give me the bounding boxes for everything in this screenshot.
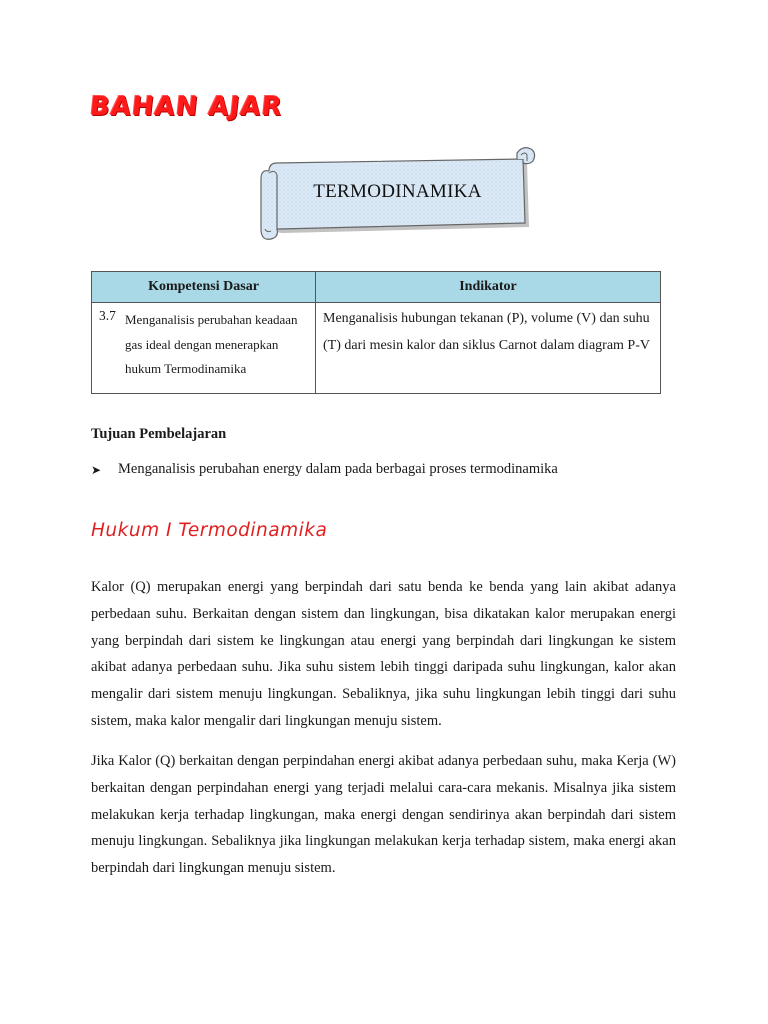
kompetensi-number: 3.7 bbox=[99, 308, 116, 323]
objective-text: Menganalisis perubahan energy dalam pada berbagai proses termodinamika bbox=[118, 461, 558, 477]
table-row bbox=[92, 303, 661, 394]
objectives-heading: Tujuan Pembelajaran bbox=[91, 426, 227, 442]
kompetensi-cell bbox=[92, 303, 316, 394]
paragraph-1: Kalor (Q) merupakan energi yang berpindah dari satu benda ke benda yang lain akibat adanya perbedaan suhu. Berkaitan dengan sistem dan lingkungan, bisa dikatakan kalor merupakan energi yang berpindah dari sistem ke lingkungan atau energi yang berpindah dari lingkungan ke sistem akibat adanya perbedaan suhu. Jika suhu sistem lebih tinggi daripada suhu lingkungan, kalor akan mengalir dari sistem menuju lingkungan. Sebaliknya, jika suhu lingkungan lebih tinggi dari suhu sistem, maka kalor mengalir dari lingkungan menuju sistem. bbox=[91, 579, 676, 729]
topic-scroll-banner bbox=[255, 145, 540, 245]
header-kompetensi-dasar: Kompetensi Dasar bbox=[92, 272, 316, 303]
indikator-cell: Menganalisis hubungan tekanan (P), volume (V) dan suhu (T) dari mesin kalor dan siklus Carnot dalam diagram P-V bbox=[316, 303, 661, 394]
paragraph-2: Jika Kalor (Q) berkaitan dengan perpindahan energi akibat adanya perbedaan suhu, maka Kerja (W) berkaitan dengan perpindahan energi yang terjadi melalui cara-cara mekanis. Misalnya jika sistem melakukan kerja terhadap lingkungan, maka energi dengan sendirinya akan berpindah dari sistem menuju lingkungan. Sebaliknya jika lingkungan melakukan kerja terhadap sistem, maka energi akan berpindah dari lingkungan menuju sistem. bbox=[91, 753, 676, 877]
section-title: Hukum I Termodinamika bbox=[91, 520, 328, 541]
table-header-row bbox=[92, 272, 661, 303]
document-title: BAHAN AJAR bbox=[88, 92, 285, 122]
competency-table bbox=[91, 271, 661, 394]
objective-list-item bbox=[91, 461, 558, 480]
header-indikator: Indikator bbox=[316, 272, 661, 303]
arrowhead-bullet-icon: ➤ bbox=[91, 463, 102, 477]
topic-title: TERMODINAMIKA bbox=[313, 181, 482, 202]
kompetensi-text: Menganalisis perubahan keadaan gas ideal dengan menerapkan hukum Termodinamika bbox=[125, 312, 298, 376]
